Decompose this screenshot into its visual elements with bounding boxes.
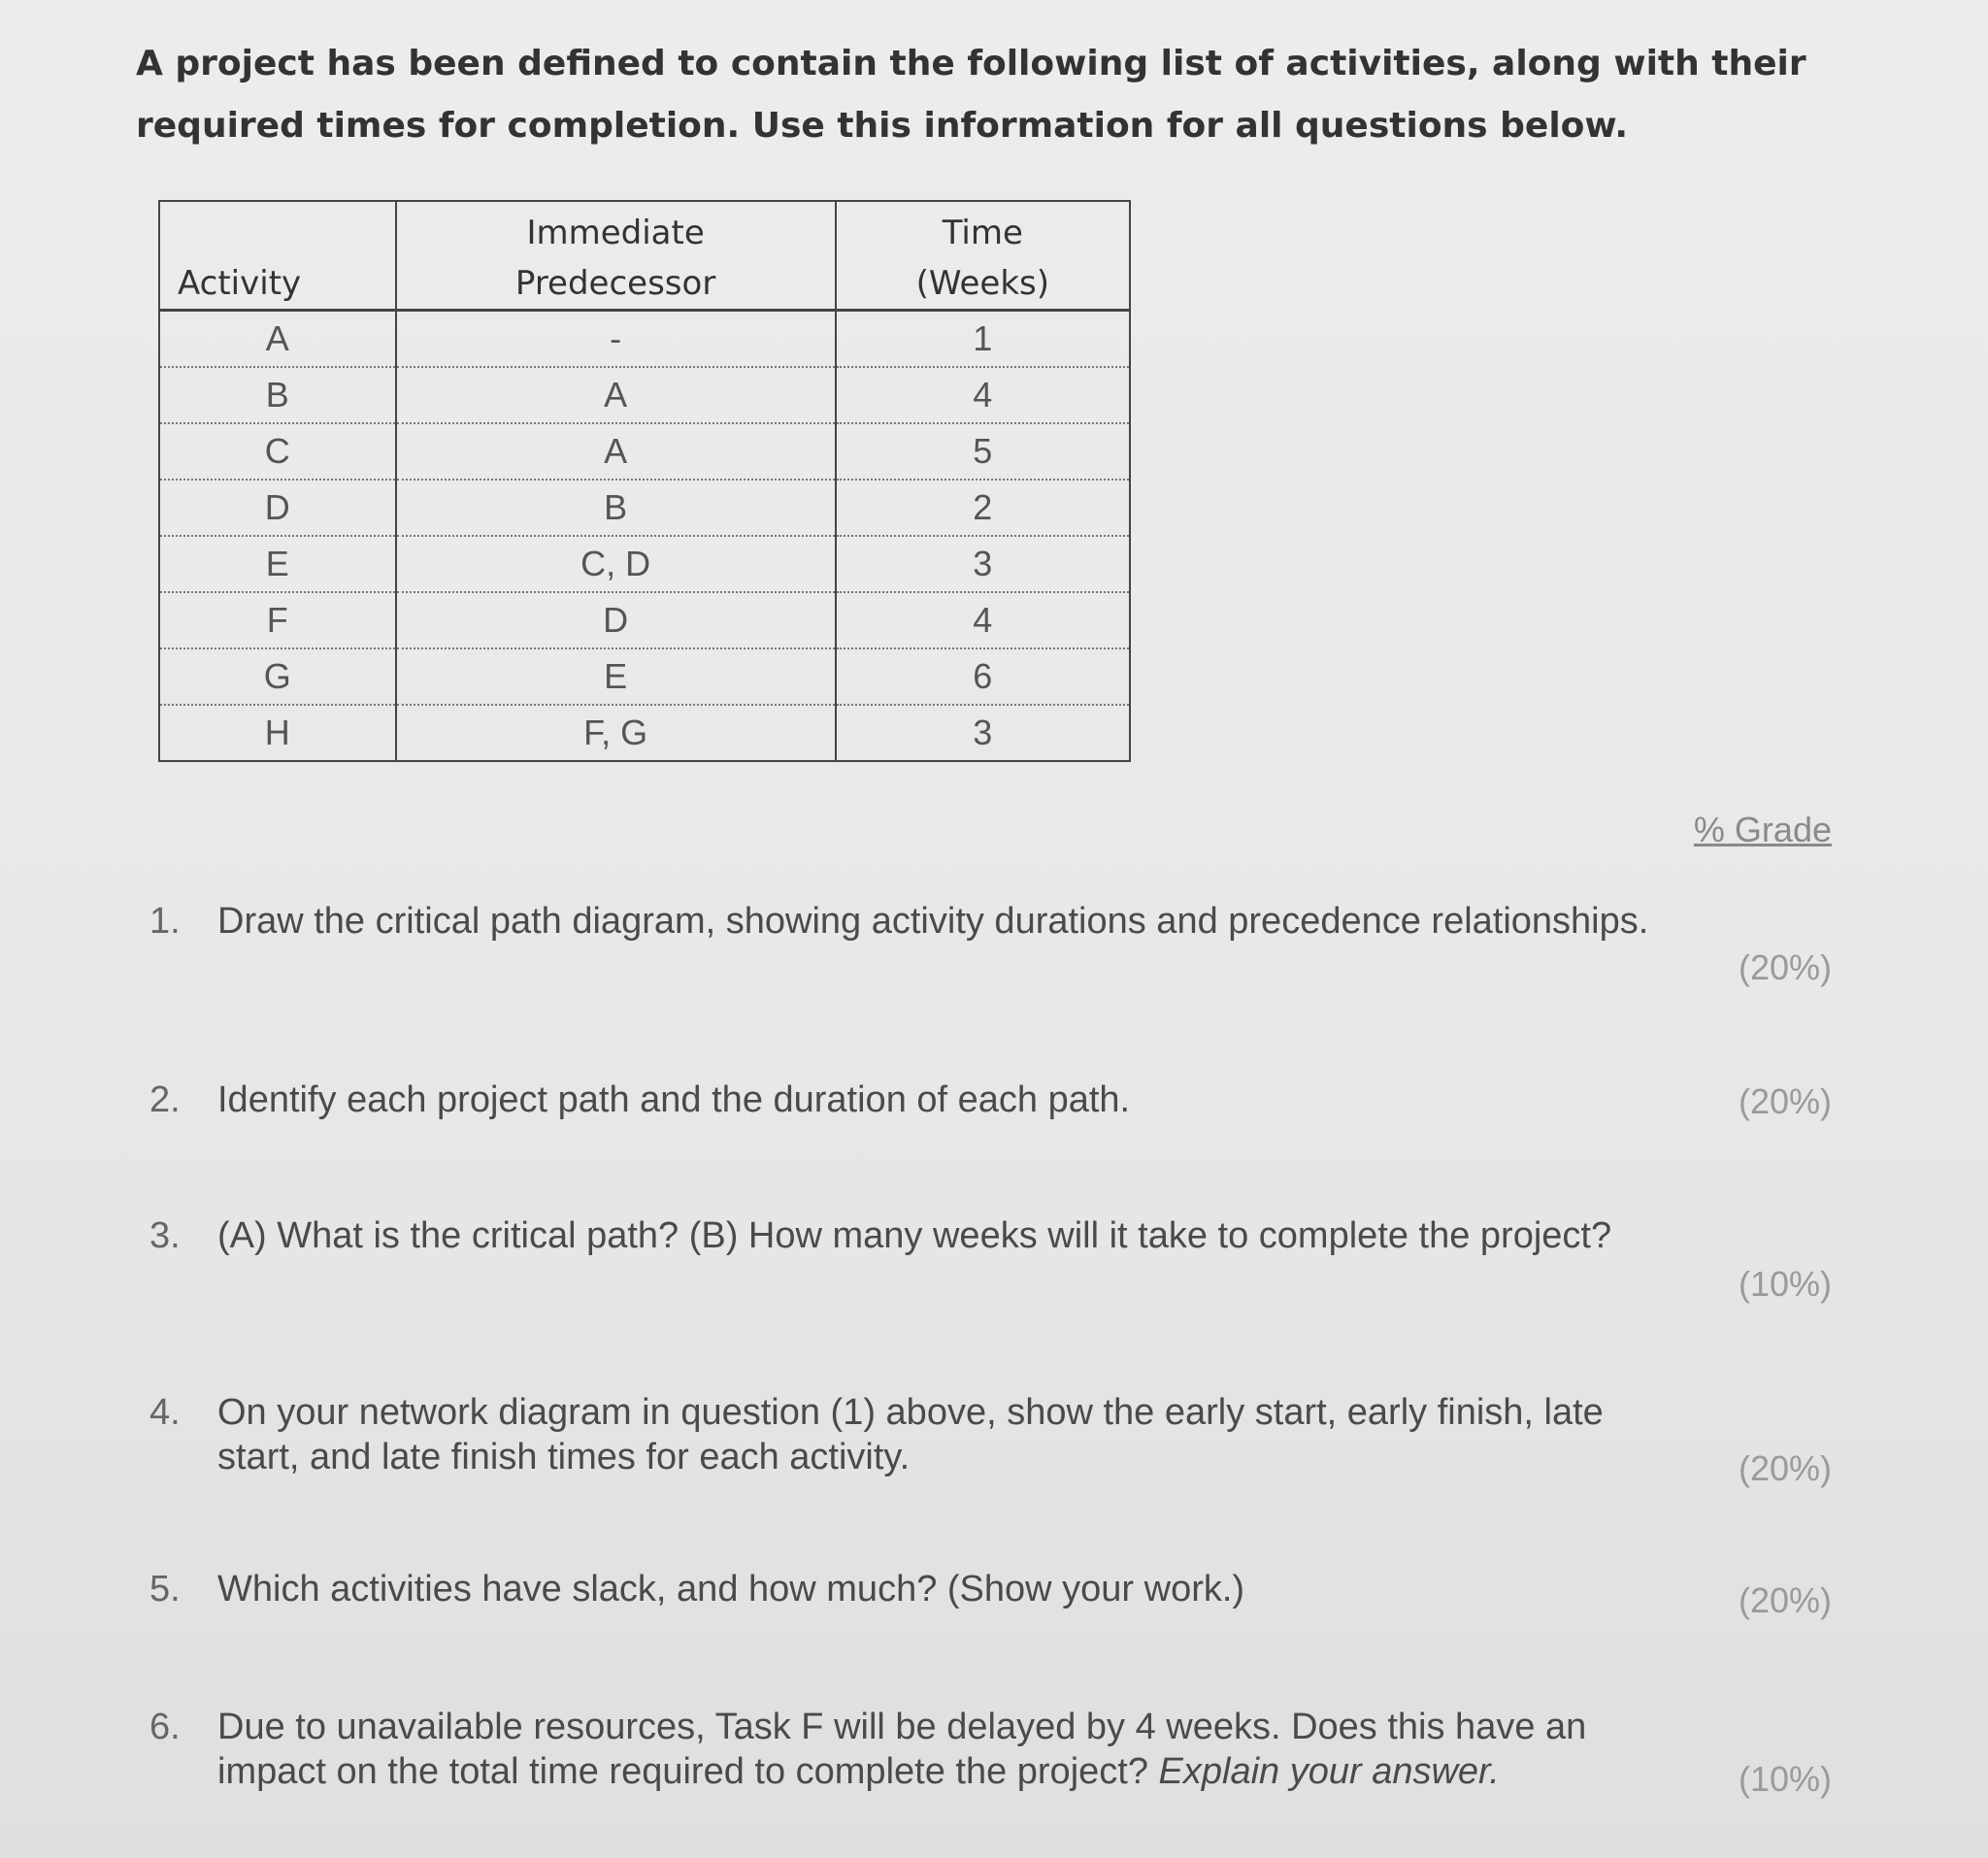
question-4	[149, 1390, 1664, 1479]
question-1-grade: (20%)	[1738, 947, 1832, 987]
question-3-grade: (10%)	[1738, 1264, 1832, 1304]
question-1	[149, 899, 1664, 944]
cell-activity: G	[159, 648, 396, 705]
grade-column-header: % Grade	[1693, 810, 1832, 849]
question-text: Identify each project path and the duration of each path.	[217, 1079, 1131, 1120]
header-time	[836, 201, 1130, 311]
cell-predecessor: B	[396, 480, 836, 536]
cell-activity: F	[159, 592, 396, 648]
cell-predecessor: F, G	[396, 705, 836, 761]
cell-time: 6	[836, 648, 1130, 705]
cell-predecessor: D	[396, 592, 836, 648]
table-row	[159, 367, 1130, 423]
cell-time: 3	[836, 536, 1130, 592]
question-number: 6.	[149, 1707, 181, 1747]
question-5-grade: (20%)	[1738, 1580, 1832, 1620]
cell-time: 5	[836, 423, 1130, 480]
cell-activity: H	[159, 705, 396, 761]
table-row	[159, 311, 1130, 368]
cell-predecessor: E	[396, 648, 836, 705]
cell-predecessor: C, D	[396, 536, 836, 592]
table-row	[159, 423, 1130, 480]
question-6-grade: (10%)	[1738, 1759, 1832, 1799]
cell-activity: B	[159, 367, 396, 423]
question-text: (A) What is the critical path? (B) How many weeks will it take to complete the project?	[217, 1215, 1612, 1256]
question-4-grade: (20%)	[1738, 1448, 1832, 1488]
question-number: 2.	[149, 1079, 181, 1120]
question-text-wrapper	[217, 1705, 1664, 1794]
header-time-line1: Time	[942, 214, 1023, 252]
question-text: Which activities have slack, and how much? (Show your work.)	[217, 1569, 1245, 1609]
question-number: 3.	[149, 1215, 181, 1256]
header-predecessor-line1: Immediate	[526, 214, 705, 252]
question-number: 5.	[149, 1569, 181, 1609]
cell-time: 4	[836, 367, 1130, 423]
question-text: On your network diagram in question (1) above, show the early start, early finish, late start, and late finish times for each activity.	[217, 1392, 1604, 1477]
header-predecessor	[396, 201, 836, 311]
table-row	[159, 592, 1130, 648]
cell-activity: A	[159, 311, 396, 368]
cell-time: 2	[836, 480, 1130, 536]
header-predecessor-line2: Predecessor	[514, 264, 716, 303]
cell-time: 1	[836, 311, 1130, 368]
activity-table	[158, 200, 1131, 762]
question-text: Due to unavailable resources, Task F will be delayed by 4 weeks. Does this have an impact on the total time required to complete the project?	[217, 1707, 1587, 1792]
cell-time: 4	[836, 592, 1130, 648]
cell-predecessor: A	[396, 423, 836, 480]
cell-activity: C	[159, 423, 396, 480]
question-number: 4.	[149, 1392, 181, 1433]
table-row	[159, 480, 1130, 536]
question-2-grade: (20%)	[1738, 1081, 1832, 1121]
question-6	[149, 1705, 1664, 1794]
header-time-line2: (Weeks)	[915, 264, 1050, 303]
question-3	[149, 1213, 1664, 1258]
table-row	[159, 648, 1130, 705]
cell-predecessor: -	[396, 311, 836, 368]
question-2	[149, 1078, 1664, 1122]
cell-activity: E	[159, 536, 396, 592]
table-row	[159, 536, 1130, 592]
question-5	[149, 1567, 1664, 1611]
table-row	[159, 705, 1130, 761]
question-text: Draw the critical path diagram, showing activity durations and precedence relationships.	[217, 901, 1649, 942]
header-activity: Activity	[159, 201, 396, 311]
cell-activity: D	[159, 480, 396, 536]
cell-predecessor: A	[396, 367, 836, 423]
question-number: 1.	[149, 901, 181, 942]
question-text-emphasis: Explain your answer.	[1158, 1751, 1500, 1792]
table-header-row	[159, 201, 1130, 311]
cell-time: 3	[836, 705, 1130, 761]
intro-paragraph: A project has been defined to contain the following list of activities, along with their required times for completion. Use this information for all questions below.	[136, 44, 1806, 146]
